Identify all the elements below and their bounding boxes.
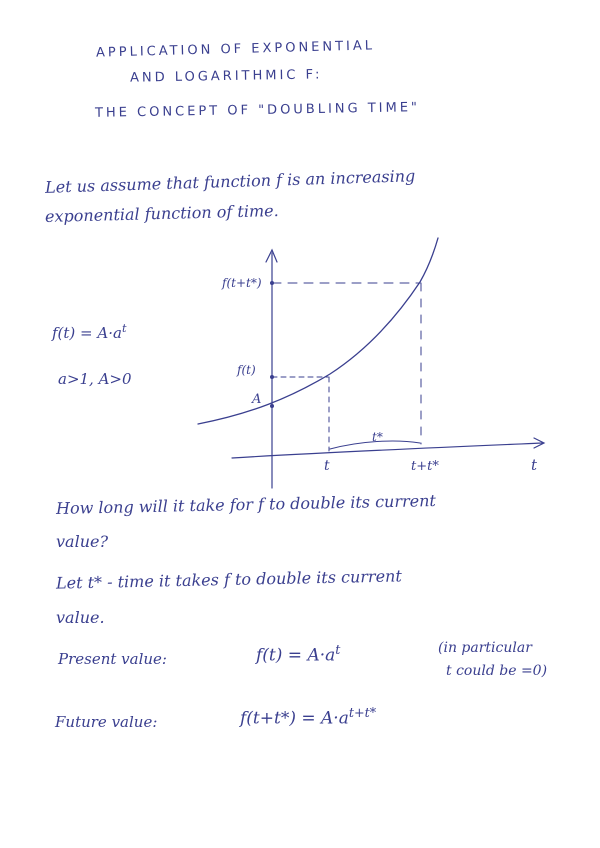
tick-label-t: t <box>324 458 330 474</box>
intro-line-1: Let us assume that function f is an increasing <box>44 166 416 197</box>
title-line-1: APPLICATION OF EXPONENTIAL <box>95 38 376 61</box>
label-A: A <box>252 392 262 407</box>
point-f-t <box>270 375 274 379</box>
future-formula-exponent: t+t* <box>348 706 377 721</box>
question-line-1: How long will it take for f to double its current <box>55 491 437 518</box>
let-line-2: value. <box>56 608 105 627</box>
present-value-label: Present value: <box>58 650 167 668</box>
intro-line-2: exponential function of time. <box>44 200 279 227</box>
present-note-line-2: t could be =0) <box>446 663 548 679</box>
present-formula-base: f(t) = A·a <box>256 645 336 666</box>
x-axis <box>232 443 543 458</box>
point-A <box>270 404 274 408</box>
future-value-formula <box>240 706 376 729</box>
title-line-3: THE CONCEPT OF "DOUBLING TIME" <box>94 100 421 121</box>
future-value-label: Future value: <box>55 713 158 731</box>
present-note-line-1: (in particular <box>438 640 532 656</box>
present-formula-exponent: t <box>335 643 341 658</box>
title-line-2: AND LOGARITHMIC F: <box>129 67 323 86</box>
question-line-2: value? <box>56 532 109 551</box>
exp-function-base: f(t) = A·a <box>52 324 122 342</box>
exp-function-exponent: t <box>121 322 127 335</box>
future-formula-base: f(t+t*) = A·a <box>240 708 349 729</box>
exp-function-conditions: a>1, A>0 <box>58 370 132 388</box>
axis-label-t: t <box>531 456 538 474</box>
label-tstar: t* <box>372 430 383 444</box>
tick-label-t-plus-tstar: t+t* <box>411 459 439 474</box>
let-line-1: Let t* - time it takes f to double its current <box>55 566 402 593</box>
label-f-t-tstar: f(t+t*) <box>222 276 262 290</box>
exponential-curve <box>198 238 438 424</box>
label-f-t: f(t) <box>237 363 256 377</box>
present-value-formula <box>256 643 340 666</box>
point-f-t-tstar <box>270 281 274 285</box>
